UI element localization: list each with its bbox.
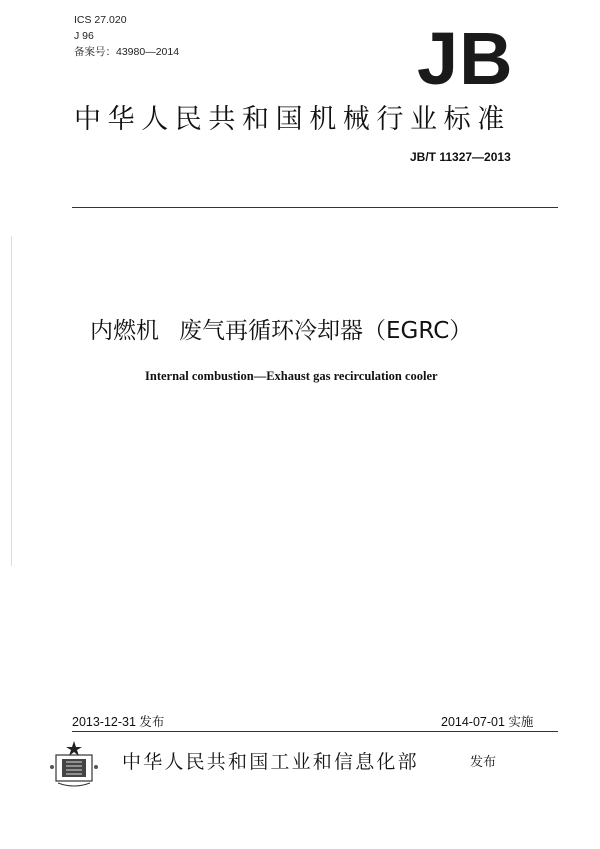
issuing-authority: 中华人民共和国工业和信息化部 (122, 751, 419, 773)
document-title-english: Internal combustion—Exhaust gas recirculation cooler (145, 369, 438, 383)
document-title (90, 312, 472, 345)
document-title-part1: 内燃机 (90, 318, 159, 344)
issuing-authority-suffix: 发布 (470, 755, 497, 770)
bottom-divider (72, 731, 558, 732)
filing-number: 备案号：43980—2014 (74, 46, 180, 58)
implementation-date: 2014-07-01 实施 (441, 715, 534, 729)
scan-edge-mark (11, 236, 12, 566)
standard-number: JB/T 11327—2013 (410, 150, 511, 164)
ics-code: ICS 27.020 (74, 14, 127, 26)
document-title-part2: 废气再循环冷却器（EGRC） (179, 318, 473, 344)
classification-code: J 96 (74, 30, 94, 42)
document-metadata (74, 12, 179, 60)
standard-category-title: 中华人民共和国机械行业标准 (74, 104, 511, 135)
ministry-emblem-icon (44, 739, 104, 791)
svg-text:JB: JB (417, 22, 514, 90)
jb-logo (413, 22, 531, 90)
top-divider (72, 207, 558, 208)
issue-date: 2013-12-31 发布 (72, 715, 165, 729)
